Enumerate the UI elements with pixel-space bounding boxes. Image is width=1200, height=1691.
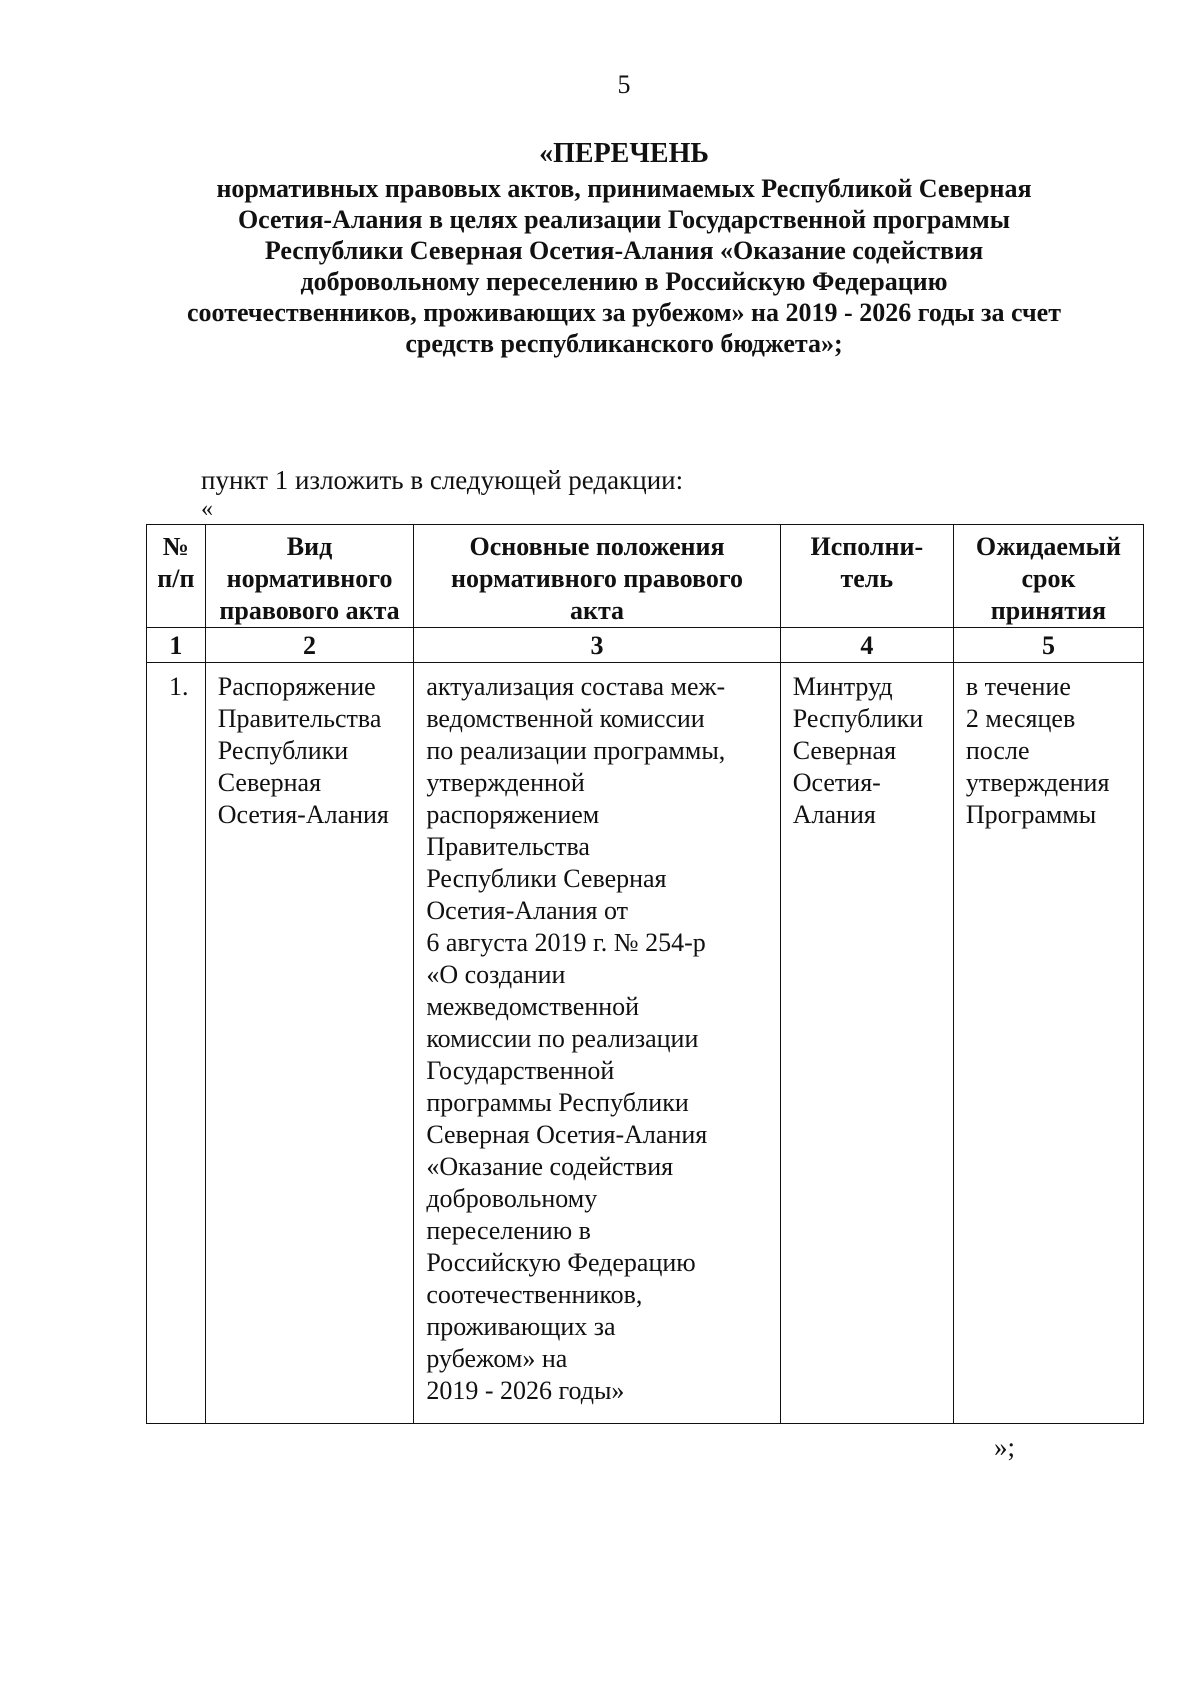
cell-text-line: Правительства (217, 704, 382, 733)
cell-text-line: 6 августа 2019 г. № 254-р (426, 928, 706, 957)
cell-text-line: актуализация состава меж- (426, 672, 726, 701)
cell-text-line: комиссии по реализации (426, 1024, 699, 1053)
cell-text-line: межведомственной (426, 992, 640, 1021)
cell-text-line: Российскую Федерацию (426, 1248, 696, 1277)
header-line: правового акта (219, 596, 400, 625)
cell-text-line: Программы (965, 800, 1097, 829)
header-executor (780, 525, 953, 628)
column-index: 1 (147, 628, 206, 663)
row-number: 1. (169, 672, 189, 701)
cell-text-line: утверждения (965, 768, 1110, 797)
cell-text-line: по реализации программы, (426, 736, 726, 765)
cell-text-line: Осетия-Алания (217, 800, 389, 829)
cell-text-line: распоряжением (426, 800, 600, 829)
act-kind-cell (205, 663, 414, 1424)
cell-text-line: Осетия- (792, 768, 881, 797)
cell-text-line: «О создании (426, 960, 566, 989)
header-line: тель (840, 564, 894, 593)
title-line: добровольному переселению в Российскую Федерацию (300, 267, 948, 296)
amendment-instruction: пункт 1 изложить в следующей редакции: (201, 465, 684, 495)
row-number-cell (147, 663, 206, 1424)
header-line: акта (569, 596, 625, 625)
main-provisions-cell (414, 663, 780, 1424)
header-act-kind (205, 525, 414, 628)
cell-text-line: рубежом» на (426, 1344, 568, 1373)
expected-term-cell (953, 663, 1143, 1424)
cell-text-line: утвержденной (426, 768, 585, 797)
header-line: нормативного (226, 564, 393, 593)
cell-text-line: 2 месяцев (965, 704, 1076, 733)
cell-text-line: добровольному (426, 1184, 598, 1213)
title-main: «ПЕРЕЧЕНЬ (539, 138, 709, 169)
column-index: 2 (205, 628, 414, 663)
column-index: 5 (953, 628, 1143, 663)
table-row (147, 663, 1144, 1424)
executor-cell (780, 663, 953, 1424)
header-line: Основные положения (469, 532, 725, 561)
cell-text-line: Алания (792, 800, 876, 829)
cell-text-line: Северная Осетия-Алания (426, 1120, 708, 1149)
cell-text-line: после (965, 736, 1030, 765)
cell-text-line: Республики (792, 704, 924, 733)
title-line: нормативных правовых актов, принимаемых Республикой Северная (216, 174, 1032, 203)
cell-text-line: Республики Северная (426, 864, 667, 893)
cell-text-line: Минтруд (792, 672, 893, 701)
column-index: 3 (414, 628, 780, 663)
header-main-provisions (414, 525, 780, 628)
header-number (147, 525, 206, 628)
cell-text-line: Распоряжение (217, 672, 376, 701)
title-line: Осетия-Алания в целях реализации Государственной программы (237, 205, 1011, 234)
header-line: нормативного правового (451, 564, 744, 593)
cell-text-line: Северная (792, 736, 897, 765)
title-line: средств республиканского бюджета»; (405, 329, 843, 358)
cell-text-line: Государственной (426, 1056, 615, 1085)
cell-text-line: программы Республики (426, 1088, 689, 1117)
header-expected-term (953, 525, 1143, 628)
cell-text-line: 2019 - 2026 годы» (426, 1376, 625, 1405)
cell-text-line: соотечественников, (426, 1280, 643, 1309)
header-line: Вид (286, 532, 333, 561)
header-line: Ожидаемый (975, 532, 1121, 561)
cell-text-line: Правительства (426, 832, 590, 861)
cell-text-line: переселению в (426, 1216, 591, 1245)
title-line: Республики Северная Осетия-Алания «Оказание содействия (264, 236, 984, 265)
header-line: Исполни- (810, 532, 924, 561)
opening-quote-mark: « (201, 496, 213, 522)
title-line: соотечественников, проживающих за рубежом» на 2019 - 2026 годы за счет (187, 298, 1061, 327)
table-header-row (147, 525, 1144, 628)
header-line: срок (1021, 564, 1076, 593)
closing-quote-mark: »; (994, 1432, 1016, 1462)
document-title (120, 138, 1128, 359)
cell-text-line: Осетия-Алания от (426, 896, 628, 925)
header-line: № (162, 532, 189, 561)
header-line: п/п (157, 564, 195, 593)
cell-text-line: «Оказание содействия (426, 1152, 674, 1181)
normative-acts-table (146, 524, 1144, 1424)
cell-text-line: Северная (217, 768, 322, 797)
page-number: 5 (617, 70, 631, 99)
column-index-row (147, 628, 1144, 663)
cell-text-line: Республики (217, 736, 349, 765)
column-index: 4 (780, 628, 953, 663)
header-line: принятия (990, 596, 1107, 625)
cell-text-line: ведомственной комиссии (426, 704, 705, 733)
cell-text-line: проживающих за (426, 1312, 616, 1341)
cell-text-line: в течение (965, 672, 1071, 701)
